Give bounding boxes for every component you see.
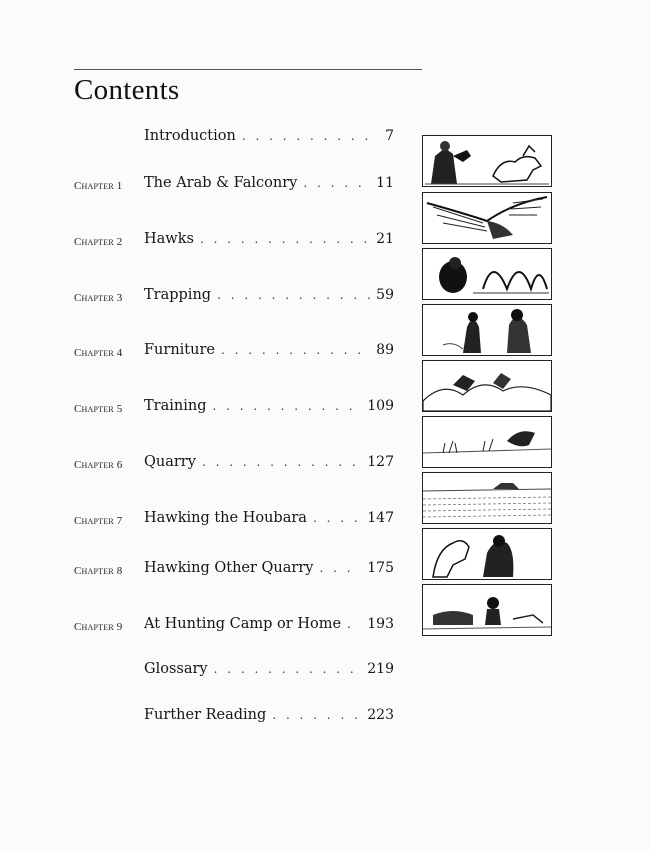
chapter-label: Chapter 6	[74, 459, 123, 471]
toc-row[interactable]	[0, 510, 400, 534]
leader-dots	[212, 399, 361, 413]
entry-page: 59	[376, 287, 394, 303]
entry-page: 21	[376, 231, 394, 247]
toc-entry[interactable]	[144, 128, 394, 144]
leader-dots	[347, 617, 361, 631]
entry-page: 219	[367, 661, 394, 677]
falcon-rocks-illustration	[422, 360, 552, 412]
toc-entry[interactable]	[144, 342, 394, 358]
leader-dots	[217, 288, 370, 302]
leader-dots	[200, 232, 370, 246]
toc-row[interactable]	[0, 454, 400, 478]
toc-entry[interactable]	[144, 661, 394, 677]
leader-dots	[313, 511, 361, 525]
entry-page: 223	[367, 707, 394, 723]
leader-dots	[242, 129, 379, 143]
toc-row[interactable]	[0, 342, 400, 366]
entry-title: At Hunting Camp or Home	[144, 616, 342, 632]
entry-title: The Arab & Falconry	[144, 175, 298, 191]
toc-entry[interactable]	[144, 707, 394, 723]
falcons-perched-illustration	[422, 304, 552, 356]
chapter-label: Chapter 8	[74, 565, 123, 577]
entry-page: 109	[367, 398, 394, 414]
entry-title: Trapping	[144, 287, 212, 303]
toc-entry[interactable]	[144, 175, 394, 191]
toc-row[interactable]	[0, 231, 400, 255]
leader-dots	[202, 455, 361, 469]
toc-entry[interactable]	[144, 287, 394, 303]
toc-row[interactable]	[0, 287, 400, 311]
toc-row[interactable]	[0, 707, 400, 731]
falconer-camel-illustration	[422, 135, 552, 187]
leader-dots	[303, 176, 370, 190]
rider-horse-illustration	[422, 528, 552, 580]
leader-dots	[214, 662, 362, 676]
toc-row[interactable]	[0, 175, 400, 199]
entry-title: Furniture	[144, 342, 215, 358]
chapter-label: Chapter 4	[74, 347, 123, 359]
entry-title: Hawking the Houbara	[144, 510, 307, 526]
chapter-label: Chapter 3	[74, 292, 123, 304]
entry-page: 89	[376, 342, 394, 358]
toc-entry[interactable]	[144, 510, 394, 526]
entry-title: Hawking Other Quarry	[144, 560, 314, 576]
toc-row[interactable]	[0, 398, 400, 422]
entry-title: Training	[144, 398, 207, 414]
toc-row[interactable]	[0, 616, 400, 640]
entry-page: 175	[367, 560, 394, 576]
toc-row[interactable]	[0, 128, 400, 152]
leader-dots	[272, 708, 361, 722]
falcon-wings-illustration	[422, 192, 552, 244]
entry-page: 193	[367, 616, 394, 632]
toc-entry[interactable]	[144, 560, 394, 576]
toc-entry[interactable]	[144, 616, 394, 632]
toc-entry[interactable]	[144, 231, 394, 247]
hawk-trap-illustration	[422, 248, 552, 300]
entry-title: Further Reading	[144, 707, 267, 723]
header-rule	[74, 69, 422, 70]
entry-title: Glossary	[144, 661, 208, 677]
desert-landscape-illustration	[422, 472, 552, 524]
entry-page: 11	[376, 175, 394, 191]
entry-title: Hawks	[144, 231, 194, 247]
leader-dots	[319, 561, 361, 575]
bird-grass-illustration	[422, 416, 552, 468]
entry-page: 7	[385, 128, 394, 144]
entry-page: 147	[367, 510, 394, 526]
chapter-label: Chapter 1	[74, 180, 123, 192]
toc-entry[interactable]	[144, 398, 394, 414]
camp-scene-illustration	[422, 584, 552, 636]
entry-title: Quarry	[144, 454, 196, 470]
page-title: Contents	[74, 74, 180, 106]
toc-entry[interactable]	[144, 454, 394, 470]
toc-row[interactable]	[0, 661, 400, 685]
chapter-label: Chapter 7	[74, 515, 123, 527]
entry-page: 127	[367, 454, 394, 470]
leader-dots	[221, 343, 370, 357]
toc-row[interactable]	[0, 560, 400, 584]
chapter-label: Chapter 2	[74, 236, 123, 248]
chapter-label: Chapter 5	[74, 403, 123, 415]
entry-title: Introduction	[144, 128, 236, 144]
chapter-label: Chapter 9	[74, 621, 123, 633]
